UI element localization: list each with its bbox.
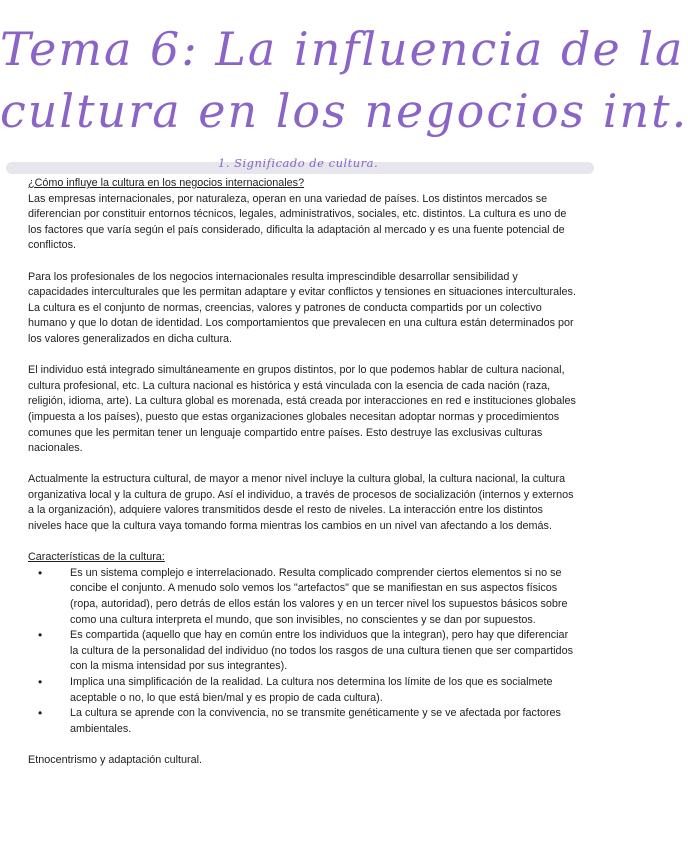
question-heading: ¿Cómo influye la cultura en los negocios internacionales?: [28, 177, 305, 189]
list-item: • La cultura se aprende con la convivencia, no se transmite genéticamente y se ve afectada por factores ambientales.: [28, 706, 576, 737]
page-title-line-1: Tema 6: La influencia de la: [0, 22, 685, 76]
paragraph-intro: Las empresas internacionales, por naturaleza, operan en una variedad de países. Los distintos mercados se diferencian por constituir entornos técnicos, legales, administrativos, sociales, etc. distintos. La cultura es uno de los factores que varía según el país considerado, dificulta la adaptación al mercado y es una fuente potencial de conflictos.: [28, 192, 567, 252]
document-body: [28, 176, 576, 769]
closing-heading: Etnocentrismo y adaptación cultural.: [28, 753, 203, 766]
section-subtitle: 1. Significado de cultura.: [218, 156, 379, 170]
page-title-line-2: cultura en los negocios int.: [0, 84, 688, 138]
characteristics-heading: Características de la cultura:: [28, 551, 165, 564]
list-item: • Es un sistema complejo e interrelacionado. Resulta complicado comprender ciertos elementos si no se concibe el conjunto. A menudo solo vemos los "artefactos" que se manifiestan en sus aspectos físicos (ropa, autoridad), pero detrás de ellos están los valores y en un tercer nivel los supuestos básicos sobre como una cultura interpreta el mundo, que son invisibles, no conscientes y se dan por supuestos.: [28, 566, 576, 628]
paragraph-individual-groups: El individuo está integrado simultáneamente en grupos distintos, por lo que podemos hablar de cultura nacional, cultura profesional, etc. La cultura nacional es histórica y está vinculada con la esencia de cada nación (raza, religión, idioma, arte). La cultura global es morenada, está creada por interacciones en red e instituciones globales (impuesta a los países), puesto que estas organizaciones globales necesitan adoptar normas y procedimientos comunes que les permitan tener un lenguaje compartido entre países. Esto destruye las exclusivas culturas nacionales.: [28, 364, 576, 455]
list-item: • Implica una simplificación de la realidad. La cultura nos determina los límite de los que es socialmete aceptable o no, lo que está bien/mal y es propio de cada cultura).: [28, 675, 576, 706]
list-item: • Es compartida (aquello que hay en común entre los individuos que la integran), pero hay que diferenciar la cultura de la personalidad del individuo (no todos los rasgos de una cultura tienen que ser compartidos con la misma intensidad por sus integrantes).: [28, 628, 576, 675]
paragraph-professionals: Para los profesionales de los negocios internacionales resulta imprescindible desarrollar sensibilidad y capacidades interculturales que les permitan adaptare y evitar conflictos y tensiones en situaciones interculturales.: [28, 270, 576, 299]
characteristics-list: [28, 566, 576, 738]
paragraph-cultural-structure: Actualmente la estructura cultural, de mayor a menor nivel incluye la cultura global, la cultura nacional, la cultura organizativa local y la cultura de grupo. Así el individuo, a través de procesos de socialización (internos y externos a la organización), adquiere valores transmitidos desde el resto de niveles. La interacción entre los distintos niveles hace que la cultura vaya tomando forma mientras los cambios en un nivel van afectando a los demás.: [28, 473, 574, 533]
paragraph-culture-definition: La cultura es el conjunto de normas, creencias, valores y patrones de conducta compartids por un colectivo humano y que lo dotan de identidad. Los comportamientos que prevalecen en una cultura están determinados por los valores generalizados en dicha cultura.: [28, 301, 574, 345]
